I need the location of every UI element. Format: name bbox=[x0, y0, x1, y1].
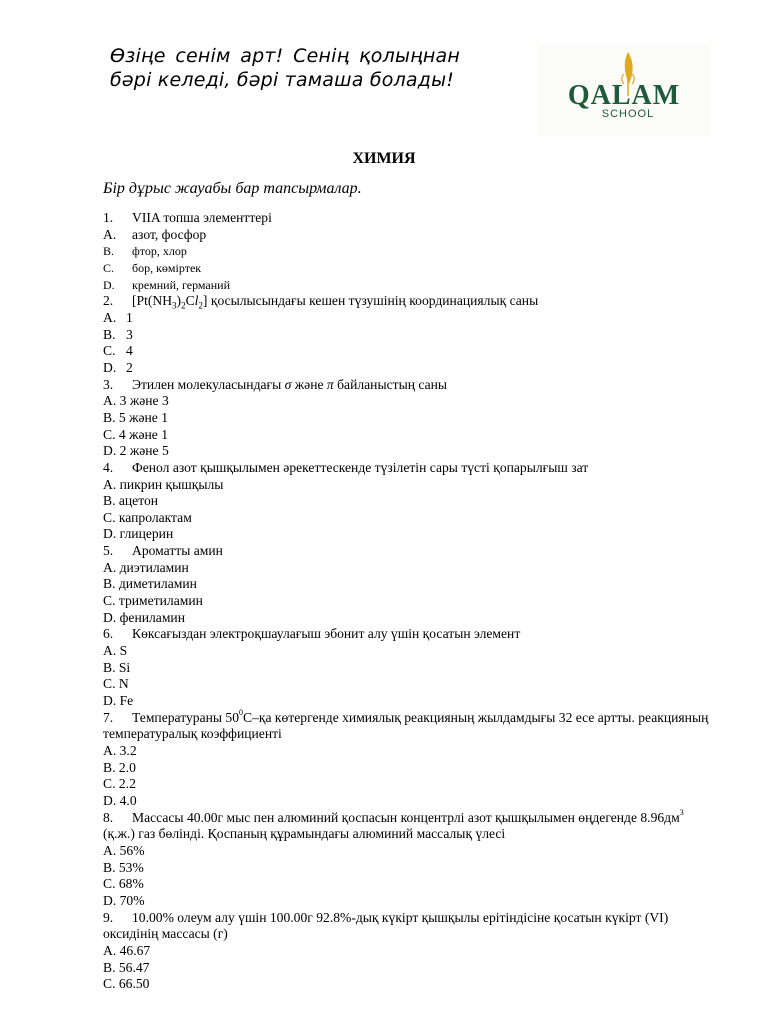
option-text: триметиламин bbox=[118, 593, 203, 609]
option-text: 56.47 bbox=[118, 959, 150, 975]
option-label: B. bbox=[103, 759, 116, 775]
option-text: фениламин bbox=[119, 609, 185, 625]
option-label: C. bbox=[103, 593, 116, 609]
option-label: A. bbox=[103, 393, 117, 409]
option-text: 4 және 1 bbox=[118, 426, 168, 442]
option-text: кремний, германий bbox=[132, 277, 231, 292]
option bbox=[103, 260, 718, 277]
option-text: S bbox=[119, 643, 128, 659]
option bbox=[103, 510, 718, 527]
option-label: D. bbox=[103, 792, 117, 808]
question-text: Этилен молекуласындағы bbox=[132, 376, 282, 392]
option bbox=[103, 477, 718, 494]
option bbox=[103, 976, 718, 993]
question-number: 4. bbox=[103, 459, 114, 475]
option bbox=[103, 943, 718, 960]
option-text: 3.2 bbox=[119, 743, 137, 758]
option bbox=[103, 793, 718, 810]
option-label: C. bbox=[103, 676, 116, 692]
option bbox=[103, 676, 718, 693]
question-text: Көксағыздан электроқшаулағыш эбонит алу үшін қосатын элемент bbox=[132, 626, 521, 642]
option bbox=[103, 876, 718, 893]
question-7 bbox=[103, 710, 718, 743]
option bbox=[103, 560, 718, 577]
option bbox=[103, 843, 718, 860]
question-2 bbox=[103, 293, 718, 310]
option-text: 5 және 1 bbox=[118, 409, 168, 425]
question-5 bbox=[103, 543, 718, 560]
option-label: C. bbox=[103, 343, 116, 359]
question-4 bbox=[103, 460, 718, 477]
option-text: азот, фосфор bbox=[132, 226, 207, 242]
option-text: пикрин қышқылы bbox=[119, 476, 224, 492]
question-text: С–қа көтергенде химиялық реакцияның жылдамдығы 32 есе артты. реакцияның температуралық коэффициенті bbox=[103, 709, 709, 742]
option-text: фтор, хлор bbox=[132, 244, 187, 259]
question-3 bbox=[103, 377, 718, 394]
option bbox=[103, 693, 718, 710]
subject-title: ХИМИЯ bbox=[352, 150, 416, 167]
formula-part: ) bbox=[176, 293, 182, 309]
option-label: C. bbox=[103, 876, 116, 892]
option-text: 56% bbox=[119, 842, 145, 858]
option-label: C. bbox=[103, 509, 116, 525]
option-label: B. bbox=[103, 244, 115, 259]
degree-superscript: 0 bbox=[239, 708, 243, 718]
option-text: 3 bbox=[126, 326, 133, 342]
option bbox=[103, 860, 718, 877]
question-number: 9. bbox=[103, 909, 114, 925]
option bbox=[103, 227, 718, 244]
option bbox=[103, 526, 718, 543]
option-text: 46.67 bbox=[119, 942, 151, 958]
question-text: Температураны 50 bbox=[132, 709, 239, 725]
option-label: A. bbox=[103, 842, 117, 858]
option bbox=[103, 960, 718, 977]
option-text: диметиламин bbox=[118, 576, 197, 592]
question-text: және bbox=[294, 376, 324, 392]
option-label: D. bbox=[103, 693, 117, 709]
option bbox=[103, 443, 718, 460]
sigma-symbol: σ bbox=[284, 376, 292, 392]
option-label: D. bbox=[103, 277, 115, 292]
volume-superscript: 3 bbox=[679, 808, 684, 818]
question-number: 6. bbox=[103, 626, 114, 642]
option-text: Fe bbox=[119, 693, 134, 709]
question-text: VIIA топша элементтері bbox=[132, 210, 272, 225]
option bbox=[103, 760, 718, 777]
question-text: байланыстың саны bbox=[337, 376, 448, 392]
motto: Өзіңе сенім арт! Сенің қолыңнан бәрі келеді, бәрі тамаша болады! bbox=[110, 45, 460, 91]
option-text: 66.50 bbox=[118, 976, 150, 992]
option-label: D. bbox=[103, 526, 117, 542]
option-label: B. bbox=[103, 576, 116, 592]
option-label: A. bbox=[103, 942, 117, 958]
question-text: Ароматты амин bbox=[132, 543, 223, 559]
option-label: D. bbox=[103, 443, 117, 459]
option bbox=[103, 243, 718, 260]
question-8 bbox=[103, 810, 718, 843]
formula-part: [Pt(NH bbox=[132, 293, 173, 309]
option bbox=[103, 343, 718, 360]
option bbox=[103, 427, 718, 444]
option-text: диэтиламин bbox=[119, 559, 189, 575]
option bbox=[103, 327, 718, 344]
option-label: C. bbox=[103, 260, 115, 275]
qalam-school-logo bbox=[538, 44, 710, 136]
option-text: Si bbox=[118, 659, 131, 675]
option-label: D. bbox=[103, 359, 117, 375]
option-label: A. bbox=[103, 743, 117, 758]
option bbox=[103, 310, 718, 327]
question-1 bbox=[103, 210, 718, 227]
option-text: 2 bbox=[126, 359, 133, 375]
question-number: 7. bbox=[103, 709, 114, 725]
formula-subscript: 2 bbox=[198, 301, 203, 311]
formula-subscript: 3 bbox=[172, 301, 177, 311]
option-label: A. bbox=[103, 226, 117, 242]
question-number: 3. bbox=[103, 376, 114, 392]
option-text: 4.0 bbox=[119, 792, 137, 808]
question-text: Массасы 40.00г мыс пен алюминий қоспасын концентрлі азот қышқылымен өңдегенде 8.96дм bbox=[132, 809, 680, 825]
option-label: B. bbox=[103, 409, 116, 425]
formula-part: l bbox=[194, 293, 199, 309]
question-text: Фенол азот қышқылымен әрекеттескенде түзілетін сары түсті қопарылғыш зат bbox=[132, 459, 589, 475]
option bbox=[103, 643, 718, 660]
question-number: 1. bbox=[103, 210, 114, 225]
option bbox=[103, 360, 718, 377]
option bbox=[103, 610, 718, 627]
option-label: A. bbox=[103, 476, 117, 492]
option bbox=[103, 393, 718, 410]
qalam-logo-icon bbox=[538, 44, 710, 136]
option-label: A. bbox=[103, 309, 117, 325]
question-text: (қ.ж.) газ бөлінді. Қоспаның құрамындағы алюминий массалық үлесі bbox=[103, 826, 506, 842]
option-label: B. bbox=[103, 326, 116, 342]
option bbox=[103, 410, 718, 427]
question-number: 8. bbox=[103, 809, 114, 825]
logo-title: QALAM bbox=[567, 80, 681, 111]
option-label: A. bbox=[103, 559, 117, 575]
question-9 bbox=[103, 910, 718, 943]
option bbox=[103, 743, 718, 760]
option-text: капролактам bbox=[118, 509, 192, 525]
option bbox=[103, 660, 718, 677]
formula-part: C bbox=[185, 293, 195, 309]
option-label: D. bbox=[103, 892, 117, 908]
option-text: 2.2 bbox=[118, 776, 136, 792]
question-number: 5. bbox=[103, 543, 114, 559]
question-6 bbox=[103, 626, 718, 643]
option-text: 1 bbox=[126, 309, 133, 325]
option-label: A. bbox=[103, 643, 117, 659]
option bbox=[103, 776, 718, 793]
instruction: Бір дұрыс жауабы бар тапсырмалар. bbox=[103, 180, 362, 197]
option bbox=[103, 277, 718, 294]
option-label: B. bbox=[103, 859, 116, 875]
option-text: 70% bbox=[119, 892, 145, 908]
pi-symbol: π bbox=[326, 376, 334, 392]
option-text: 4 bbox=[126, 343, 133, 359]
option-label: B. bbox=[103, 659, 116, 675]
option-label: C. bbox=[103, 426, 116, 442]
option-text: глицерин bbox=[119, 526, 174, 542]
logo-subtitle: SCHOOL bbox=[601, 108, 655, 120]
option bbox=[103, 893, 718, 910]
option bbox=[103, 576, 718, 593]
option-label: B. bbox=[103, 493, 116, 509]
option-text: 3 және 3 bbox=[119, 393, 169, 409]
option-text: ацетон bbox=[118, 493, 159, 509]
option-text: 53% bbox=[118, 859, 144, 875]
option-text: 2 және 5 bbox=[119, 443, 169, 459]
option-text: 68% bbox=[118, 876, 144, 892]
option-label: D. bbox=[103, 609, 117, 625]
formula-subscript: 2 bbox=[181, 301, 186, 311]
option-label: C. bbox=[103, 776, 116, 792]
question-list bbox=[103, 210, 718, 993]
option-label: B. bbox=[103, 959, 116, 975]
question-text: 10.00% олеум алу үшін 100.00г 92.8%-дық күкірт қышқылы ерітіндісіне қосатын күкірт (VI) оксидінің массасы (г) bbox=[103, 909, 669, 942]
option-text: N bbox=[118, 676, 129, 692]
option-text: 2.0 bbox=[118, 759, 136, 775]
option bbox=[103, 493, 718, 510]
option-label: C. bbox=[103, 976, 116, 992]
option bbox=[103, 593, 718, 610]
option-text: бор, көміртек bbox=[132, 260, 202, 275]
question-number: 2. bbox=[103, 293, 114, 309]
question-text: ] қосылысындағы кешен түзушінің координациялық саны bbox=[202, 293, 539, 309]
